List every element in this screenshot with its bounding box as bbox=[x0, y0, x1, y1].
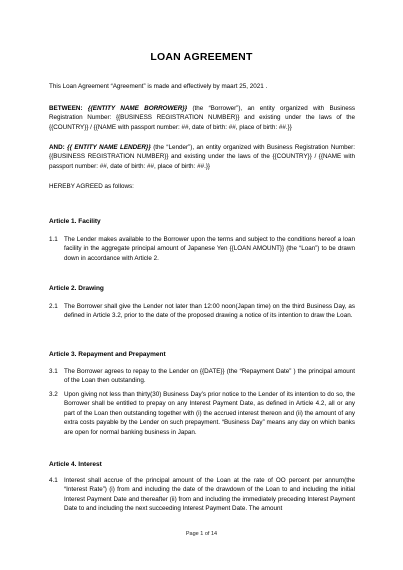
and-paragraph bbox=[49, 143, 355, 171]
article-2-item bbox=[49, 302, 355, 321]
item-number: 3.1 bbox=[49, 368, 58, 375]
item-number: 4.1 bbox=[49, 477, 58, 484]
article-3-item-2 bbox=[49, 390, 355, 437]
item-text: Upon giving not less than thirty(30) Business Day’s prior notice to the Lender of its intention to do so, the Borrower shall be entitled to prepay on any Interest Payment Date, as defined in Article 4.2, all or any part of the Loan then outstanding together with (i) the accrued interest thereon and (ii) the amount of any extra costs payable by the Lender on such prepayment. “Business Day” means any day on which banks are open for normal banking business in Japan. bbox=[64, 391, 355, 436]
between-label: BETWEEN: bbox=[49, 105, 83, 112]
borrower-entity: {{ENTITY NAME BORROWER}} bbox=[87, 105, 188, 112]
article-2-heading: Article 2. Drawing bbox=[49, 285, 104, 292]
and-text: (the “Lender”), an entity organized with Business Registration Number: {{BUSINESS REGISTRATION NUMBER}} and existing under the laws of the {{COUNTRY}} / {{NAME with passport number: ##, date of birth: ##, place of birth: ##.}} bbox=[49, 144, 355, 170]
item-number: 3.2 bbox=[49, 391, 58, 398]
article-3-item-1 bbox=[49, 367, 355, 386]
item-text: Interest shall accrue of the principal amount of the Loan at the rate of OO percent per annum(the “Interest Rate”) (i) from and including the date of the drawdown of the Loan to and including the initial Interest Payment Date and thereafter (ii) from and including the immediately preceding Interest Payment Date to and including the next succeeding Interest Payment Date. The amount bbox=[64, 477, 355, 513]
item-text: The Borrower shall give the Lender not later than 12:00 noon(Japan time) on the third Business Day, as defined in Article 3.2, prior to the date of the proposed drawing a notice of its intention to draw the Loan. bbox=[64, 303, 355, 320]
document-title: LOAN AGREEMENT bbox=[150, 51, 253, 63]
article-1-item bbox=[49, 235, 355, 263]
item-text: The Borrower agrees to repay to the Lender on {{DATE}} (the “Repayment Date” ) the principal amount of the Loan then outstanding. bbox=[64, 368, 355, 385]
item-number: 1.1 bbox=[49, 236, 58, 243]
article-3-heading: Article 3. Repayment and Prepayment bbox=[49, 351, 166, 358]
item-number: 2.1 bbox=[49, 303, 58, 310]
between-text: (the “Borrower”), an entity organized with Business Registration Number: {{BUSINESS REGISTRATION NUMBER}} and existing under the laws of the {{COUNTRY}} / {{NAME with passport number: ##, date of birth: ##, place of birth: ##.}} bbox=[49, 105, 356, 131]
lender-entity: {{ ENTITY NAME LENDER}} bbox=[67, 144, 151, 151]
article-1-heading: Article 1. Facility bbox=[49, 218, 101, 225]
page-number: Page 1 of 14 bbox=[185, 531, 218, 537]
item-text: The Lender makes available to the Borrower upon the terms and subject to the conditions hereof a loan facility in the aggregate principal amount of Japanese Yen {{LOAN AMOUNT}} (the “Loan”) to be drawn down in accordance with Article 2. bbox=[64, 236, 355, 262]
hereby-paragraph: HEREBY AGREED as follows: bbox=[49, 183, 134, 190]
and-label: AND: bbox=[49, 144, 65, 151]
intro-paragraph: This Loan Agreement “Agreement” is made and effectively by maart 25, 2021 . bbox=[49, 83, 268, 90]
article-4-heading: Article 4. Interest bbox=[49, 461, 102, 468]
article-4-item bbox=[49, 476, 355, 514]
between-paragraph bbox=[49, 104, 355, 132]
